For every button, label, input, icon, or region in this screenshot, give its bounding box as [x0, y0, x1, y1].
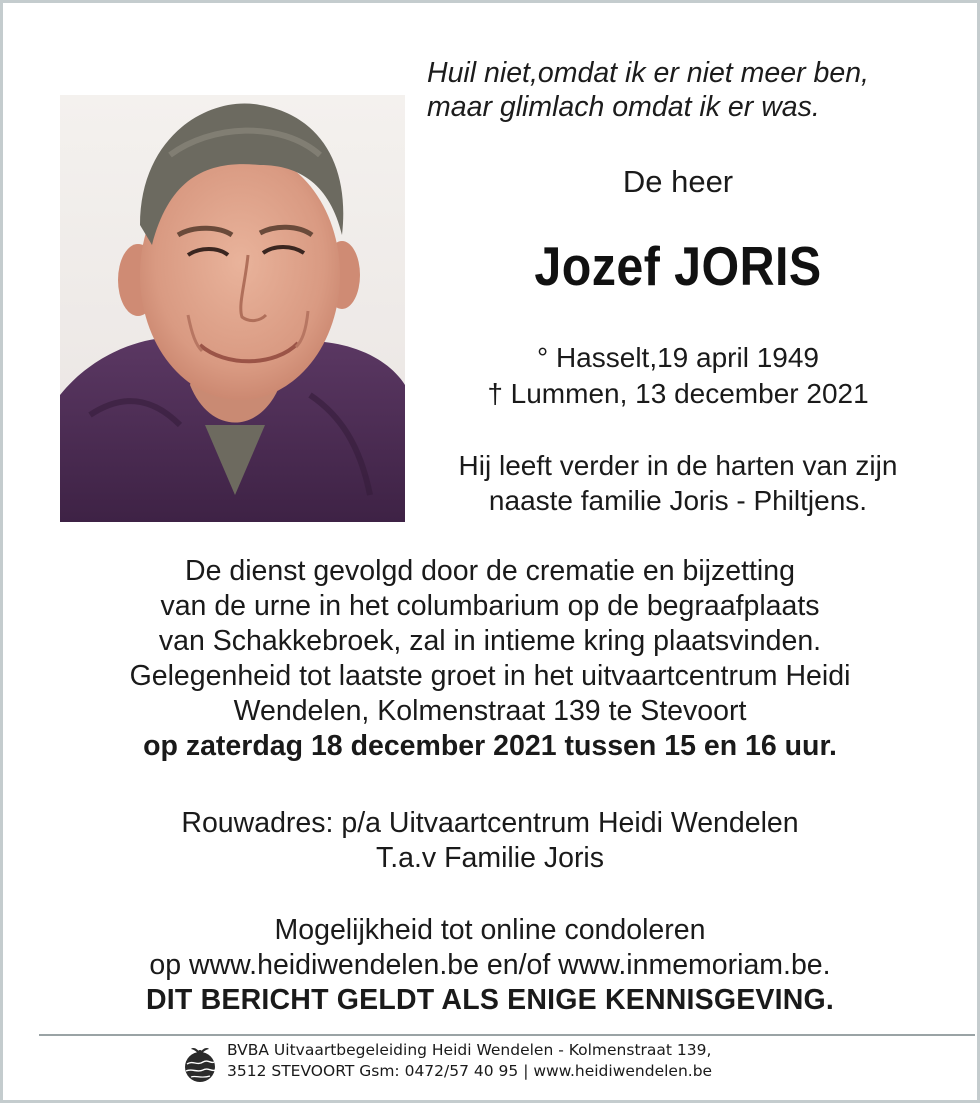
portrait-photo-image [60, 95, 405, 522]
quote-line-2: maar glimlach omdat ik er was. [427, 91, 820, 123]
service-line-3: van Schakkebroek, zal in intieme kring plaatsvinden. [158, 625, 822, 657]
online-line-1: Mogelijkheid tot online condoleren [274, 914, 706, 946]
service-line-2: van de urne in het columbarium op de begraafplaats [160, 590, 820, 622]
service-line-1: De dienst gevolgd door de crematie en bijzetting [185, 555, 795, 587]
footer-text [227, 1040, 712, 1082]
mourning-address [3, 806, 977, 876]
birth-date: ° Hasselt,19 april 1949 [536, 342, 820, 373]
online-condolences [3, 913, 977, 1018]
deceased-name: Jozef JORIS [534, 235, 822, 297]
portrait-photo [60, 95, 405, 522]
life-dates [413, 340, 943, 412]
globe-dove-logo-icon [183, 1044, 217, 1084]
memorial-quote [427, 56, 947, 124]
online-line-2: op www.heidiwendelen.be en/of www.inmemoriam.be. [149, 949, 831, 981]
honorific: De heer [622, 164, 734, 199]
footer-divider [39, 1034, 975, 1036]
family-line-2: naaste familie Joris - Philtjens. [488, 485, 868, 516]
address-line-2: T.a.v Familie Joris [375, 842, 605, 874]
address-line-1: Rouwadres: p/a Uitvaartcentrum Heidi Wendelen [181, 807, 799, 839]
family-line-1: Hij leeft verder in de harten van zijn [458, 450, 898, 481]
service-line-4: Gelegenheid tot laatste groet in het uitvaartcentrum Heidi [129, 660, 851, 692]
footer-line-2: 3512 STEVOORT Gsm: 0472/57 40 95 | www.heidiwendelen.be [227, 1062, 713, 1080]
death-date: † Lummen, 13 december 2021 [487, 378, 869, 409]
service-line-5: Wendelen, Kolmenstraat 139 te Stevoort [233, 695, 747, 727]
footer-line-1: BVBA Uitvaartbegeleiding Heidi Wendelen - Kolmenstraat 139, [227, 1041, 712, 1059]
notice-statement: DIT BERICHT GELDT ALS ENIGE KENNISGEVING. [145, 984, 835, 1016]
service-datetime: op zaterdag 18 december 2021 tussen 15 en 16 uur. [143, 730, 837, 762]
service-details [3, 554, 977, 764]
quote-line-1: Huil niet,omdat ik er niet meer ben, [427, 57, 869, 89]
family-text [413, 448, 943, 518]
funeral-home-footer [183, 1040, 783, 1086]
